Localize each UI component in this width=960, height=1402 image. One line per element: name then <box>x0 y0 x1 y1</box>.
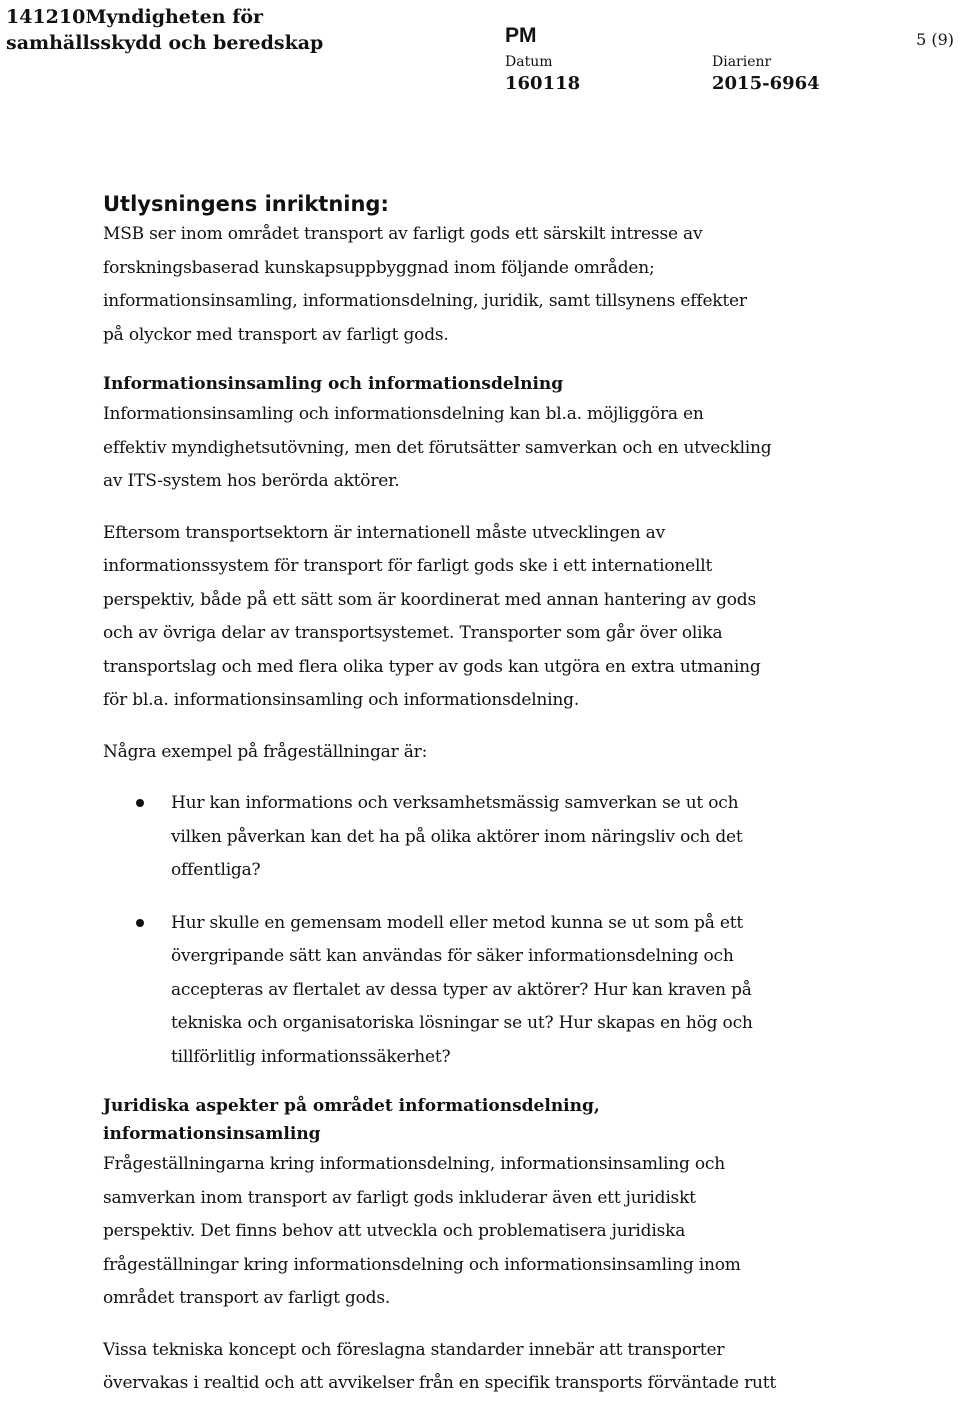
text-line: vilken påverkan kan det ha på olika aktörer inom näringsliv och det <box>171 826 743 847</box>
section-information-paragraph <box>103 398 803 499</box>
page-number: 5 (9) <box>916 30 954 49</box>
text-line: perspektiv. Det finns behov att utveckla och problematisera juridiska <box>103 1221 686 1241</box>
heading-line: Juridiska aspekter på området informationsdelning, <box>103 1096 600 1116</box>
text-line: frågeställningar kring informationsdelning och informationsinsamling inom <box>103 1254 741 1275</box>
organization-name-line: samhällsskydd och beredskap <box>6 32 324 54</box>
registration-number-value: 2015-6964 <box>712 73 820 94</box>
text-line: och av övriga delar av transportsystemet. Transporter som går över olika <box>103 623 723 643</box>
section-legal-paragraph <box>103 1148 803 1316</box>
spacer <box>103 769 803 787</box>
spacer <box>103 1316 803 1334</box>
example-questions-list <box>103 787 803 1074</box>
text-line: informationssystem för transport för farligt gods ske i ett internationellt <box>103 556 713 576</box>
bullet-icon <box>136 799 144 807</box>
text-line: tekniska och organisatoriska lösningar se ut? Hur skapas en hög och <box>171 1013 753 1033</box>
text-line: perspektiv, både på ett sätt som är koordinerat med annan hantering av gods <box>103 589 756 610</box>
final-paragraph <box>103 1334 803 1401</box>
text-line: offentliga? <box>171 860 261 880</box>
section-heading-legal <box>103 1092 803 1148</box>
text-line: Informationsinsamling och informationsdelning kan bl.a. möjliggöra en <box>103 404 704 424</box>
main-heading: Utlysningens inriktning: <box>103 192 389 216</box>
registration-number-label: Diarienr <box>712 54 772 70</box>
text-line: transportslag och med flera olika typer av gods kan utgöra en extra utmaning <box>103 656 761 677</box>
text-line: informationsinsamling, informationsdelning, juridik, samt tillsynens effekter <box>103 291 747 311</box>
text-line: tillförlitlig informationssäkerhet? <box>171 1046 451 1067</box>
page-header <box>0 0 960 110</box>
text-line: samverkan inom transport av farligt gods inkluderar även ett juridiskt <box>103 1187 696 1208</box>
spacer <box>103 499 803 517</box>
organization-name <box>6 4 323 56</box>
list-item <box>103 907 803 1075</box>
document-body <box>103 190 803 1401</box>
text-line: effektiv myndighetsutövning, men det förutsätter samverkan och en utveckling <box>103 437 772 458</box>
heading-line: informationsinsamling <box>103 1124 321 1144</box>
text-line: forskningsbaserad kunskapsuppbyggnad inom följande områden; <box>103 257 655 278</box>
text-line: på olyckor med transport av farligt gods. <box>103 324 449 345</box>
text-line: Hur skulle en gemensam modell eller metod kunna se ut som på ett <box>171 912 744 933</box>
list-item <box>103 787 803 888</box>
text-line: Frågeställningarna kring informationsdelning, informationsinsamling och <box>103 1154 725 1174</box>
document-type: PM <box>505 24 537 47</box>
spacer <box>103 1074 803 1092</box>
date-label: Datum <box>505 54 553 70</box>
text-line: av ITS-system hos berörda aktörer. <box>103 471 400 491</box>
text-line: Vissa tekniska koncept och föreslagna standarder innebär att transporter <box>103 1339 725 1360</box>
text-line: MSB ser inom området transport av farligt gods ett särskilt intresse av <box>103 224 703 244</box>
text-line: Eftersom transportsektorn är internationell måste utvecklingen av <box>103 522 666 543</box>
text-line: övervakas i realtid och att avvikelser från en specifik transports förväntade rutt <box>103 1373 777 1393</box>
text-line: området transport av farligt gods. <box>103 1288 391 1308</box>
date-value: 160118 <box>505 73 581 94</box>
examples-intro: Några exempel på frågeställningar är: <box>103 741 428 762</box>
organization-name-line: 141210Myndigheten för <box>6 6 264 28</box>
text-line: accepteras av flertalet av dessa typer av aktörer? Hur kan kraven på <box>171 979 752 1000</box>
bullet-icon <box>136 919 144 927</box>
spacer <box>103 352 803 370</box>
section-heading-information: Informationsinsamling och informationsdelning <box>103 374 564 394</box>
text-line: övergripande sätt kan användas för säker informationsdelning och <box>171 946 734 966</box>
transport-sector-paragraph <box>103 517 803 718</box>
text-line: för bl.a. informationsinsamling och informationsdelning. <box>103 690 580 710</box>
text-line: Hur kan informations och verksamhetsmässig samverkan se ut och <box>171 793 739 813</box>
intro-paragraph <box>103 218 803 352</box>
spacer <box>103 718 803 736</box>
